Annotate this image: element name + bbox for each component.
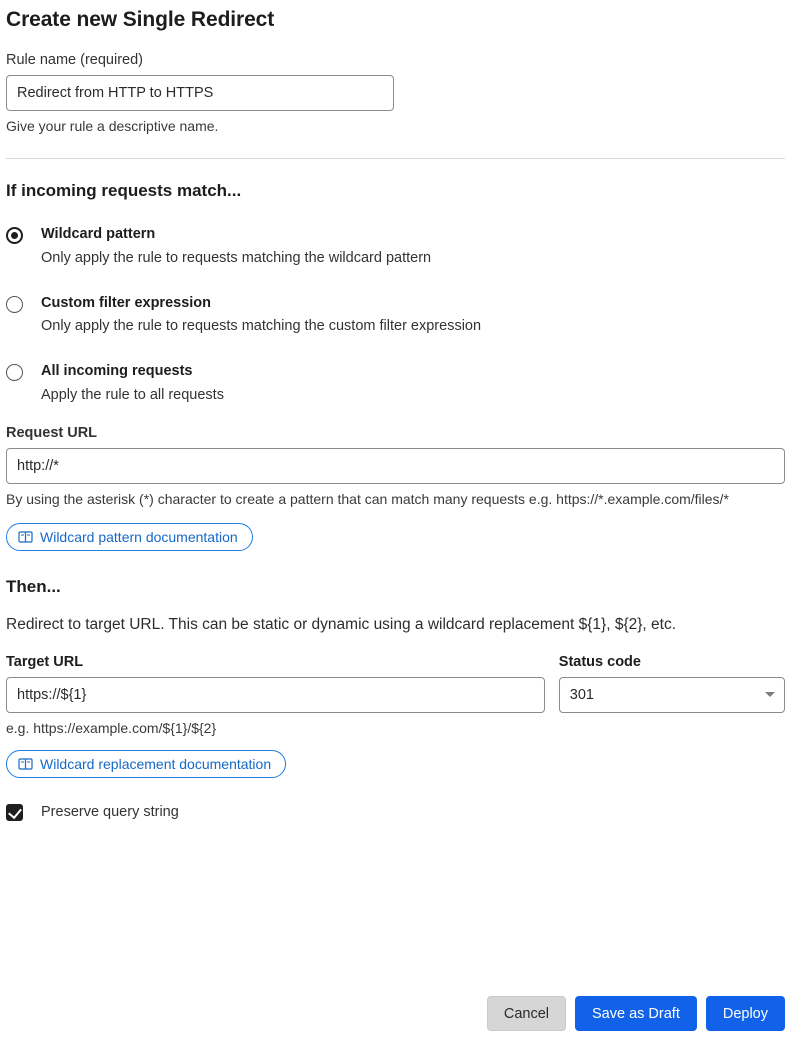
radio-label-custom-filter-expression: Custom filter expression — [41, 294, 212, 311]
preserve-query-string-label: Preserve query string — [41, 804, 179, 821]
doc-link-label: Wildcard replacement documentation — [40, 755, 272, 772]
save-as-draft-button[interactable]: Save as Draft — [575, 996, 697, 1031]
rule-name-hint: Give your rule a descriptive name. — [6, 118, 219, 134]
radio-icon-unselected[interactable] — [6, 364, 23, 381]
radio-label-wildcard-pattern: Wildcard pattern — [41, 225, 156, 242]
radio-label-all-incoming-requests: All incoming requests — [41, 363, 193, 380]
wildcard-pattern-documentation-link[interactable] — [6, 523, 253, 551]
match-section-heading: If incoming requests match... — [6, 180, 242, 200]
radio-desc-custom-filter-expression: Only apply the rule to requests matching the custom filter expression — [41, 318, 482, 335]
radio-option-wildcard-pattern[interactable] — [6, 225, 785, 268]
radio-icon-selected[interactable] — [6, 227, 23, 244]
match-radio-group — [6, 225, 785, 405]
book-icon — [18, 530, 33, 544]
status-code-field-group — [559, 654, 785, 713]
status-code-label: Status code — [558, 653, 641, 670]
wildcard-replacement-documentation-link[interactable] — [6, 750, 286, 778]
then-section-description: Redirect to target URL. This can be static or dynamic using a wildcard replacement ${1}, ${2}, etc. — [6, 615, 677, 633]
preserve-query-string-row[interactable] — [6, 804, 785, 821]
target-url-hint: e.g. https://example.com/${1}/${2} — [6, 719, 217, 736]
radio-desc-all-incoming-requests: Apply the rule to all requests — [41, 387, 224, 404]
target-and-status-row — [6, 654, 785, 713]
request-url-label: Request URL — [6, 424, 98, 441]
target-url-field-group — [6, 654, 545, 713]
radio-option-all-incoming-requests[interactable] — [6, 362, 785, 405]
target-url-label: Target URL — [6, 653, 84, 670]
request-url-hint: By using the asterisk (*) character to create a pattern that can match many requests e.g. https://*.example.com/files/* — [6, 490, 729, 507]
doc-link-label: Wildcard pattern documentation — [40, 528, 238, 545]
status-code-select[interactable] — [559, 677, 785, 713]
checkbox-icon-checked[interactable] — [6, 804, 23, 821]
rule-name-label: Rule name (required) — [6, 52, 144, 68]
section-divider — [6, 158, 785, 159]
then-section-heading: Then... — [6, 576, 61, 596]
cancel-button[interactable]: Cancel — [487, 996, 566, 1031]
request-url-input[interactable] — [6, 448, 785, 484]
radio-option-custom-filter-expression[interactable] — [6, 294, 785, 337]
deploy-button[interactable]: Deploy — [706, 996, 785, 1031]
radio-desc-wildcard-pattern: Only apply the rule to requests matching the wildcard pattern — [41, 249, 432, 266]
target-url-input[interactable] — [6, 677, 545, 713]
rule-name-input[interactable] — [6, 75, 394, 111]
form-footer-actions — [487, 996, 785, 1031]
book-icon — [18, 757, 33, 771]
radio-icon-unselected[interactable] — [6, 296, 23, 313]
single-redirect-form — [0, 8, 791, 821]
page-title: Create new Single Redirect — [6, 8, 275, 31]
